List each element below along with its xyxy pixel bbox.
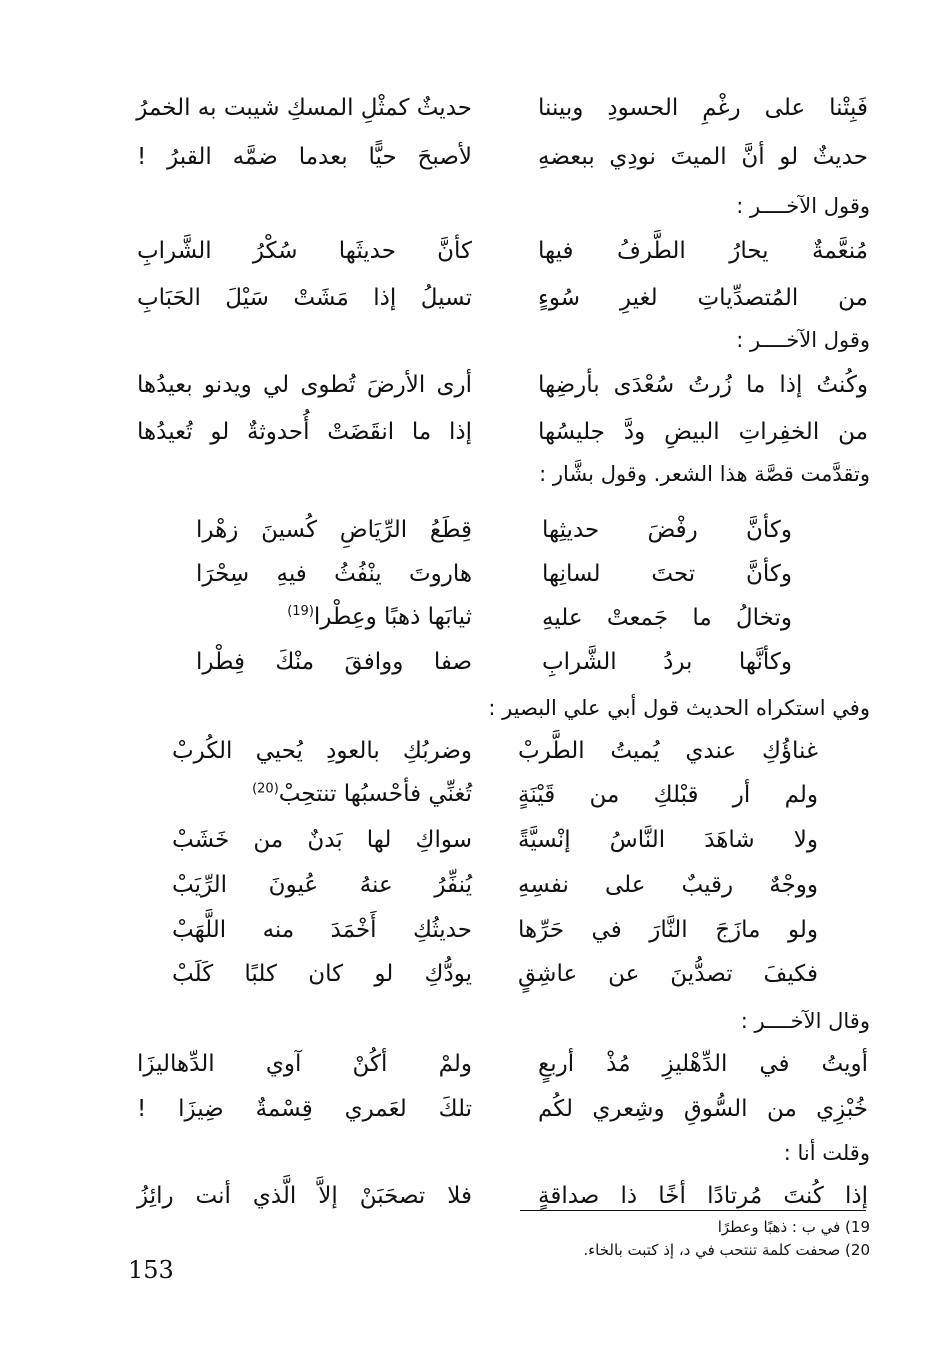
- verse-left: كأنَّ حديثَها سُكْرُ الشَّرابِ: [137, 238, 472, 264]
- verse-right: خُبْزِي من السُّوقِ وشِعري لكُم: [538, 1096, 868, 1122]
- verse-left: سواكِ لها بَدنٌ من خَشَبْ: [172, 827, 472, 853]
- verse-right: أويتُ في الدِّهْليزِ مُذْ أربعٍ: [538, 1051, 868, 1077]
- verse-right: وكأنَّ تحتَ لسانِها: [542, 561, 792, 587]
- verse-left: وضربُكِ بالعودِ يُحيي الكُربْ: [172, 738, 472, 764]
- verse-left: يُنفِّرُ عنهُ عُيونَ الرِّيَبْ: [172, 872, 472, 898]
- verse-left: تلكَ لعَمري قِسْمةٌ ضِيزَا !: [137, 1096, 472, 1122]
- verse-right: وكأنَّها بردُ الشَّرابِ: [542, 649, 792, 675]
- verse-right: غناؤُكِ عندي يُميتُ الطَّربْ: [518, 738, 818, 764]
- verse-left: ولمْ أكُنْ آوي الدِّهاليزَا: [137, 1051, 472, 1077]
- footnote: 20) صحفت كلمة تنتحب في د، إذ كتبت بالخاء.: [583, 1241, 870, 1259]
- verse-right: فكيفَ تصدُّينَ عن عاشِقٍ: [518, 961, 818, 987]
- verse-right: ولو مازَجَ النَّارَ في حَرِّها: [518, 917, 818, 943]
- verse-left: أرى الأرضَ تُطوى لي ويدنو بعيدُها: [137, 372, 472, 398]
- intro-line: وقال الآخــــر :: [740, 1009, 870, 1033]
- verse-left: حديثٌ كمثْلِ المسكِ شيبت به الخمرُ: [136, 95, 472, 121]
- footnote: 19) في ب : ذهبًا وعطرًا: [717, 1218, 870, 1236]
- verse-left: تُغنِّي فأحْسبُها تنتحِبْ: [278, 781, 472, 807]
- verse-left-with-note: [172, 781, 472, 807]
- footnote-rule: [520, 1210, 866, 1211]
- verse-left: قِطَعُ الرِّيَاضِ كُسينَ زهْرا: [196, 517, 472, 543]
- verse-left: لأصبحَ حيًّا بعدما ضمَّه القبرُ !: [137, 144, 472, 170]
- intro-line: وقول الآخــــر :: [736, 328, 870, 352]
- verse-right: وكأنَّ رفْضَ حديثِها: [542, 517, 792, 543]
- verse-left: ثيابَها ذهبًا وعِطْرا: [313, 604, 472, 630]
- verse-right: فَبِتْنا على رغْمِ الحسودِ وبيننا: [538, 95, 868, 121]
- verse-right: وكُنتُ إذا ما زُرتُ سُعْدَى بأرضِها: [538, 372, 868, 398]
- verse-left: تسيلُ إذا مَشَتْ سَيْلَ الحَبَابِ: [137, 285, 472, 311]
- verse-left: هاروتَ ينْفُثُ فيهِ سِحْرَا: [196, 561, 472, 587]
- verse-right: حديثٌ لو أنَّ الميتَ نودِي ببعضهِ: [538, 144, 868, 170]
- verse-right: مُنعَّمةٌ يحارُ الطَّرفُ فيها: [538, 238, 868, 264]
- page-number: 153: [128, 1256, 174, 1284]
- intro-line: وقول الآخــــر :: [736, 194, 870, 218]
- verse-right: ولم أر قبْلكِ من قَيْنَةٍ: [518, 782, 818, 808]
- verse-left: فلا تصحَبَنْ إلاَّ الَّذي أنت رائِزُ: [137, 1183, 472, 1209]
- verse-right: إذا كُنتَ مُرتادًا أخًا ذا صداقةٍ: [538, 1183, 868, 1209]
- intro-line: وتقدَّمت قصَّة هذا الشعر. وقول بشَّار :: [539, 462, 870, 486]
- verse-left: صفا ووافقَ منْكَ فِطْرا: [196, 649, 472, 675]
- verse-left: إذا ما انقَضَتْ أُحدوثةٌ لو تُعيدُها: [137, 419, 472, 445]
- verse-left: يودُّكِ لو كان كلبًا كَلَبْ: [172, 961, 472, 987]
- footnote-marker: (20): [252, 781, 279, 797]
- verse-right: ووجْهٌ رقيبٌ على نفسِهِ: [518, 872, 818, 898]
- footnote-marker: (19): [287, 604, 314, 619]
- verse-left-with-note: [196, 604, 472, 630]
- verse-right: من المُتصدِّياتِ لغيرِ سُوءٍ: [538, 285, 868, 311]
- verse-right: وتخالُ ما جَمعتْ عليهِ: [542, 605, 792, 631]
- verse-right: من الخفِراتِ البيضِ ودَّ جليسُها: [538, 419, 868, 445]
- verse-right: ولا شاهَدَ النَّاسُ إنْسيَّةً: [518, 827, 818, 853]
- intro-line: وقلت أنا :: [783, 1141, 870, 1165]
- intro-line: وفي استكراه الحديث قول أبي علي البصير :: [488, 696, 870, 720]
- verse-left: حديثُكِ أَخْمَدَ منه اللَّهَبْ: [172, 917, 472, 943]
